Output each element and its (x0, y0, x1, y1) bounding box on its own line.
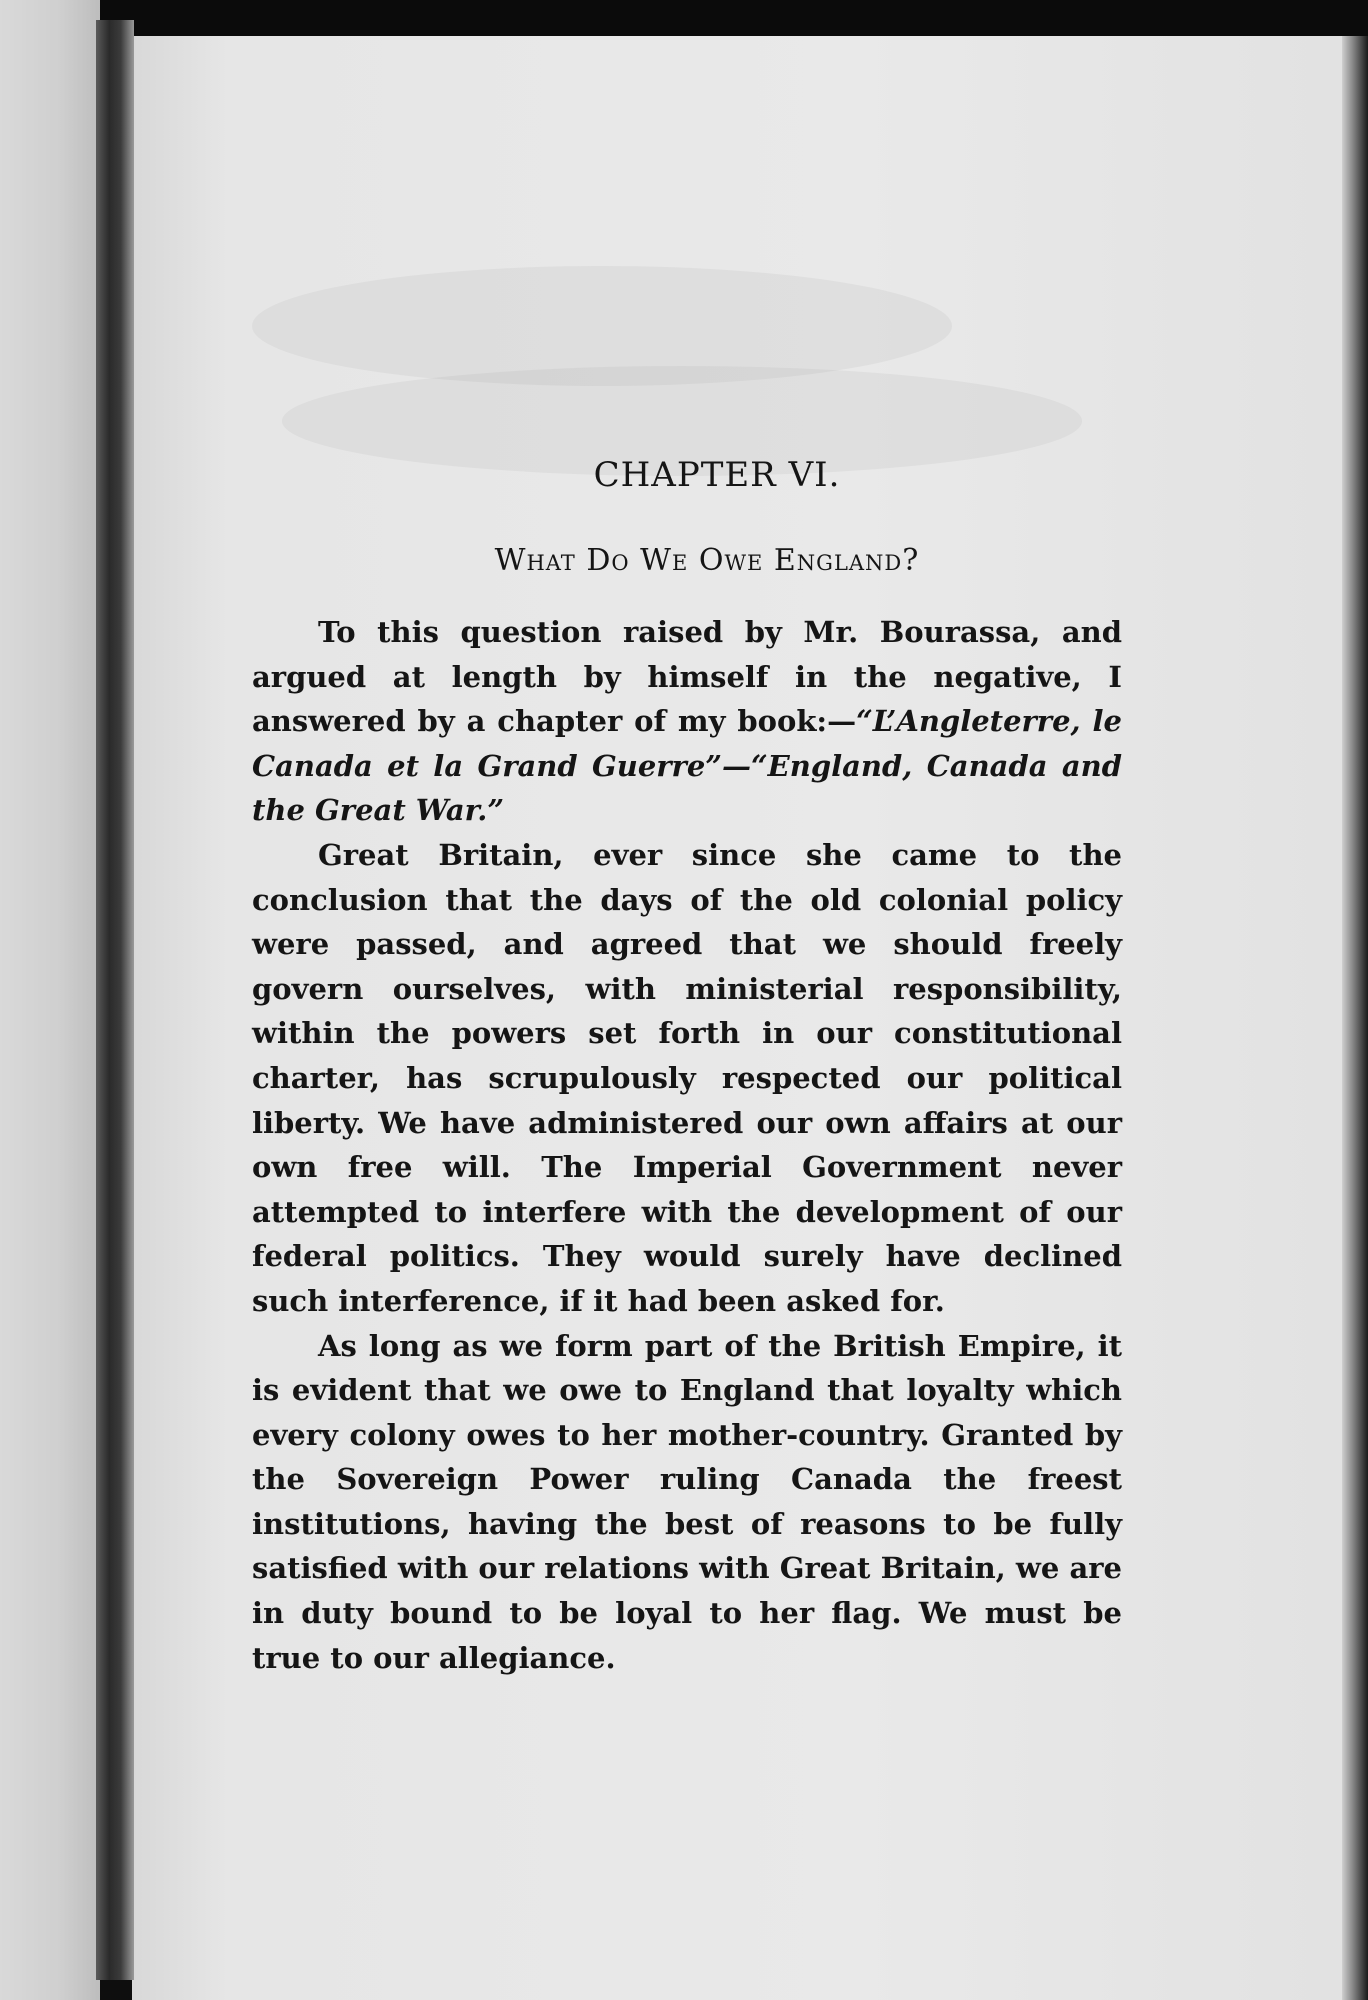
paragraph-3 (252, 1324, 1122, 1681)
paragraph-2 (252, 833, 1122, 1324)
scan-right-edge (1342, 36, 1368, 2000)
chapter-title: CHAPTER VI. (593, 455, 841, 495)
chapter-subtitle: What Do We Owe England? (494, 543, 920, 578)
paragraph-1 (252, 610, 1122, 833)
book-spine-shadow (96, 20, 134, 1980)
page-text-block (252, 455, 1122, 1680)
paragraph-1-book-title: “L’Angleterre, le Canada et la Grand Guerre”—“England, Canada and the Great War.” (252, 704, 1123, 828)
scan-left-margin (0, 0, 100, 2000)
paragraph-1-text: To this question raised by Mr. Bourassa, and argued at length by himself in the negative, I answered by a chapter of my book:— (252, 615, 1122, 739)
paragraph-2-text: Great Britain, ever since she came to the conclusion that the days of the old colonial policy were passed, and agreed that we should freely govern ourselves, with ministerial responsibility, within the powers set forth in our constitutional charter, has scrupulously respected our political liberty. We have administered our own affairs at our own free will. The Imperial Government never attempted to interfere with the development of our federal politics. They would surely have declined such interference, if it had been asked for. (252, 837, 1122, 1318)
paragraph-3-text: As long as we form part of the British Empire, it is evident that we owe to England that loyalty which every colony owes to her mother-country. Granted by the Sovereign Power ruling Canada the freest institutions, having the best of reasons to be fully satisfied with our relations with Great Britain, we are in duty bound to be loyal to her flag. We must be true to our allegiance. (252, 1328, 1122, 1675)
